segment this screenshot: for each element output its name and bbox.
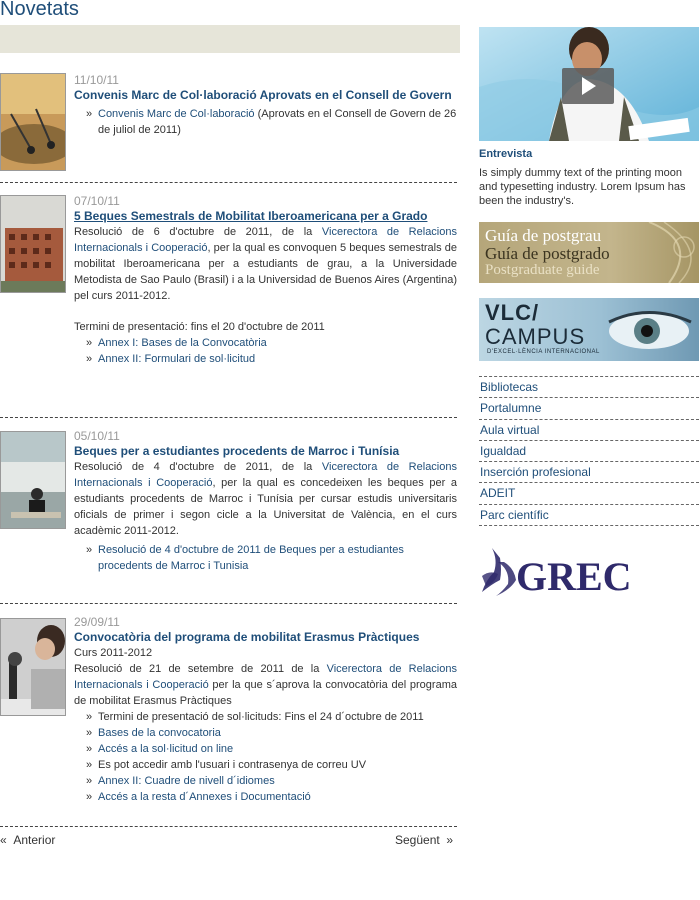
news-date: 11/10/11 bbox=[74, 73, 119, 87]
prev-arrow-icon: « bbox=[0, 833, 7, 847]
divider bbox=[0, 182, 457, 183]
video-thumbnail[interactable] bbox=[479, 27, 699, 141]
news-link-text[interactable]: Convenis Marc de Col·laboració bbox=[98, 108, 255, 120]
news-link[interactable]: » Accés a la sol·licitud on line bbox=[74, 741, 457, 757]
news-item bbox=[0, 194, 457, 404]
vlc-campus-banner[interactable] bbox=[479, 298, 699, 361]
vlc-line3: D'EXCEL·LÈNCIA INTERNACIONAL bbox=[487, 349, 600, 355]
news-item bbox=[0, 429, 457, 589]
news-text-link[interactable]: Vicerectora de Relacions Internacionals i Cooperació bbox=[74, 226, 457, 254]
news-date: 05/10/11 bbox=[74, 429, 120, 443]
sidebar-link-parc-cientific[interactable]: Parc científic bbox=[479, 505, 699, 526]
news-link[interactable]: » Accés a la resta d´Annexes i Documentació bbox=[74, 789, 457, 805]
news-date: 29/09/11 bbox=[74, 615, 120, 629]
sidebar-link-aula-virtual[interactable]: Aula virtual bbox=[479, 420, 699, 441]
pager-next-label[interactable]: Següent bbox=[395, 833, 440, 847]
vlc-line2: CAMPUS bbox=[485, 324, 586, 349]
news-item bbox=[0, 615, 457, 815]
pager-prev-label[interactable]: Anterior bbox=[13, 833, 56, 847]
news-link[interactable]: » Annex II: Formulari de sol·licitud bbox=[74, 351, 457, 367]
grec-logo-text: GREC bbox=[516, 554, 632, 599]
news-title[interactable]: Convocatòria del programa de mobilitat Erasmus Pràctiques bbox=[74, 630, 420, 644]
news-deadline: Termini de presentació: fins el 20 d'octubre de 2011 bbox=[74, 321, 325, 333]
news-text-part: Resolució de 6 d'octubre de 2011, de la bbox=[74, 226, 322, 238]
grec-logo[interactable] bbox=[480, 540, 640, 600]
divider bbox=[0, 826, 457, 827]
sidebar-link-adeit[interactable]: ADEIT bbox=[479, 483, 699, 504]
sidebar-link-insercion[interactable]: Inserción profesional bbox=[479, 462, 699, 483]
news-title[interactable]: Convenis Marc de Col·laboració Aprovats en el Consell de Govern bbox=[74, 88, 452, 102]
play-icon[interactable] bbox=[562, 68, 614, 104]
interview-text: Is simply dummy text of the printing moon and typesetting industry. Lorem Ipsum has been the industry's. bbox=[479, 167, 686, 207]
news-thumbnail[interactable] bbox=[0, 618, 66, 716]
sidebar-links bbox=[479, 376, 699, 526]
sidebar-link-igualdad[interactable]: Igualdad bbox=[479, 441, 699, 462]
news-text bbox=[74, 661, 457, 709]
sidebar-link-portalumne[interactable]: Portalumne bbox=[479, 398, 699, 419]
news-note: » Es pot accedir amb l'usuari i contrasenya de correu UV bbox=[74, 757, 457, 773]
news-link[interactable] bbox=[74, 106, 457, 138]
news-link-note: (Aprovats en el Consell de Govern de 26 de juliol de 2011) bbox=[98, 108, 457, 136]
news-text-link[interactable]: Vicerectora de Relacions Internacionals i Cooperació bbox=[74, 461, 457, 489]
news-thumbnail[interactable] bbox=[0, 73, 66, 171]
news-thumbnail[interactable] bbox=[0, 431, 66, 529]
news-text-link[interactable]: Vicerectora de Relacions Internacionals i Cooperació bbox=[74, 663, 457, 691]
news-date: 07/10/11 bbox=[74, 194, 120, 208]
next-arrow-icon: » bbox=[446, 833, 454, 847]
news-text bbox=[74, 224, 457, 304]
divider bbox=[0, 603, 457, 604]
page-title: Novetats bbox=[0, 0, 79, 20]
sidebar-link-bibliotecas[interactable]: Bibliotecas bbox=[479, 377, 699, 398]
news-text-part: per la que s´aprova la convocatòria del programa de mobilitat Erasmus Pràctiques bbox=[74, 679, 457, 707]
news-note: » Termini de presentació de sol·licituds: Fins el 24 d´octubre de 2011 bbox=[74, 709, 457, 725]
news-text-part: Resolució de 4 d'octubre de 2011, de la bbox=[74, 461, 322, 473]
news-thumbnail[interactable] bbox=[0, 195, 66, 293]
interview-title[interactable]: Entrevista bbox=[479, 148, 533, 160]
vlc-line1: VLC/ bbox=[485, 300, 540, 325]
news-link[interactable]: » Resolució de 4 d'octubre de 2011 de Beques per a estudiantes procedents de Marroc i Tunisia bbox=[74, 542, 457, 574]
news-item bbox=[0, 73, 457, 173]
postgrau-line3: Postgraduate guide bbox=[485, 262, 600, 278]
news-text bbox=[74, 459, 457, 539]
news-subtitle: Curs 2011-2012 bbox=[74, 647, 153, 659]
header-band bbox=[0, 25, 460, 53]
postgrau-line2: Guía de postgrado bbox=[485, 244, 610, 263]
news-text-part: , per la qual es convoquen 5 beques semestrals de mobilitat Iberoamericana per a estudiants de grau, a la Universidade Metodista de Sao Paulo (Brasil) i a la Universidad de Buenos Aires (Argentina) pel curs 2011-2012. bbox=[74, 242, 457, 302]
news-link[interactable]: » Annex I: Bases de la Convocatòria bbox=[74, 335, 457, 351]
postgraduate-guide-banner[interactable] bbox=[479, 222, 699, 283]
postgrau-line1: Guía de postgrau bbox=[485, 226, 602, 245]
news-title[interactable]: 5 Beques Semestrals de Mobilitat Iberoamericana per a Grado bbox=[74, 209, 428, 223]
pager-next[interactable] bbox=[395, 833, 453, 847]
news-text-part: Resolució de 21 de setembre de 2011 de la bbox=[74, 663, 327, 675]
news-link[interactable]: » Bases de la convocatoria bbox=[74, 725, 457, 741]
news-text-part: , per la qual es concedeixen les beques per a estudiants procedents de Marroc i Tunísia per cursar estudis universitaris oficials de primer i segon cicle a la Universitat de València, en el curs acadèmic 2011-2012. bbox=[74, 477, 457, 537]
news-link[interactable]: » Annex II: Cuadre de nivell d´idiomes bbox=[74, 773, 457, 789]
divider bbox=[0, 417, 457, 418]
news-title[interactable]: Beques per a estudiantes procedents de Marroc i Tunísia bbox=[74, 444, 400, 458]
pager-prev[interactable] bbox=[0, 833, 55, 847]
